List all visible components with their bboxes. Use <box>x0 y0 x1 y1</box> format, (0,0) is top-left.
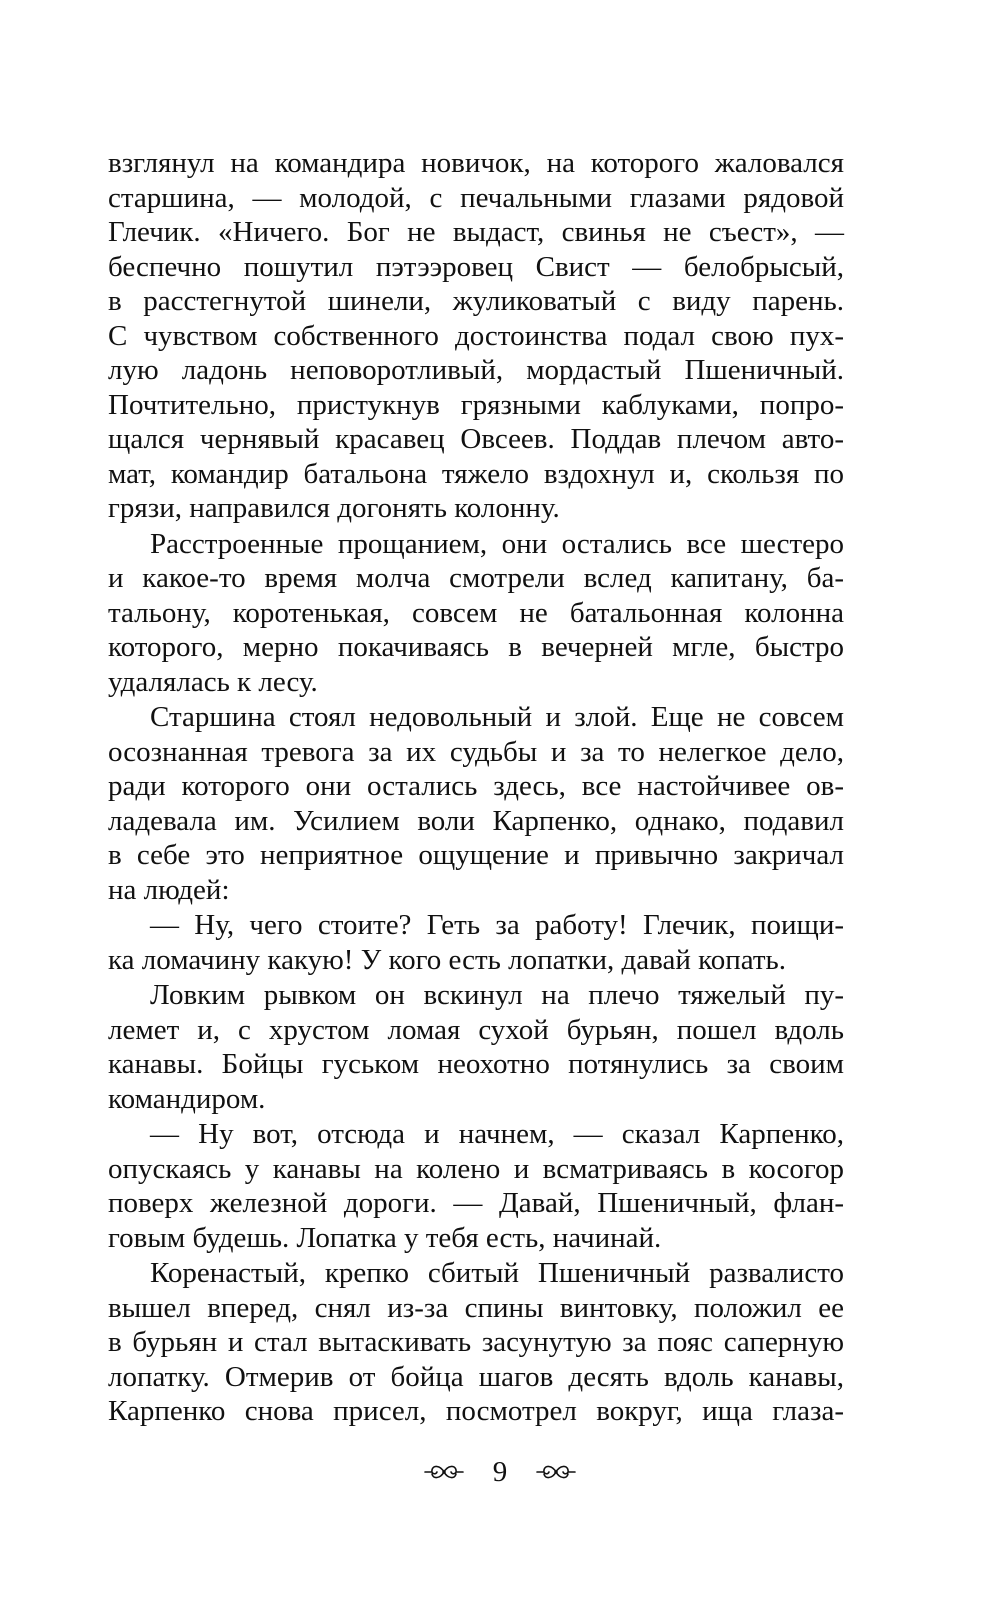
text-line: лопатку. Отмерив от бойца шагов десять вдоль канавы, <box>108 1360 844 1393</box>
text-line: лемет и, с хрустом ломая сухой бурьян, пошел вдоль <box>108 1013 844 1046</box>
text-line: поверх железной дороги. — Давай, Пшеничный, флан- <box>108 1187 844 1219</box>
flourish-ornament-left-icon <box>423 1461 465 1483</box>
page-number: 9 <box>492 1456 508 1488</box>
text-line: взглянул на командира новичок, на которого жаловался <box>108 147 844 179</box>
text-line: Расстроенные прощанием, они остались все шестеро <box>150 527 844 560</box>
text-line: ради которого они остались здесь, все настойчивее ов- <box>108 770 844 802</box>
text-line: Почтительно, пристукнув грязными каблуками, попро- <box>108 388 844 421</box>
text-line: в расстегнутой шинели, жуликоватый с виду парень. <box>108 285 844 317</box>
text-line: Карпенко снова присел, посмотрел вокруг, ища глаза- <box>108 1395 844 1427</box>
text-line: ка ломачину какую! У кого есть лопатки, давай копать. <box>108 943 787 976</box>
paragraph <box>108 1117 844 1255</box>
paragraph <box>108 700 844 907</box>
text-line: командиром. <box>108 1082 266 1115</box>
text-line: Коренастый, крепко сбитый Пшеничный развалисто <box>150 1257 844 1289</box>
text-line: — Ну вот, отсюда и начнем, — сказал Карпенко, <box>150 1118 844 1150</box>
text-line: в себе это неприятное ощущение и привычно закричал <box>108 839 844 871</box>
text-line: опускаясь у канавы на колено и всматриваясь в косогор <box>108 1152 844 1185</box>
text-line: мат, командир батальона тяжело вздохнул и, скользя по <box>108 457 844 490</box>
text-line: канавы. Бойцы гуськом неохотно потянулись за своим <box>108 1048 844 1080</box>
text-line: старшина, — молодой, с печальными глазами рядовой <box>108 181 844 214</box>
text-line: в бурьян и стал вытаскивать засунутую за пояс саперную <box>108 1326 844 1358</box>
text-line: тальону, коротенькая, совсем не батальонная колонна <box>108 596 844 629</box>
text-line: удалялась к лесу. <box>108 665 318 698</box>
paragraph <box>108 978 844 1116</box>
flourish-ornament-right-icon <box>535 1461 577 1483</box>
text-line: говым будешь. Лопатка у тебя есть, начинай. <box>108 1221 662 1254</box>
text-line: Ловким рывком он вскинул на плечо тяжелый пу- <box>150 979 844 1011</box>
text-line: ладевала им. Усилием воли Карпенко, однако, подавил <box>108 804 844 837</box>
text-line: грязи, направился догонять колонну. <box>108 492 560 524</box>
text-line: и какое-то время молча смотрели вслед капитану, ба- <box>108 562 844 594</box>
text-line: вышел вперед, снял из-за спины винтовку, положил ее <box>108 1291 844 1324</box>
text-line: Старшина стоял недовольный и злой. Еще не совсем <box>150 701 844 733</box>
text-line: осознанная тревога за их судьбы и за то нелегкое дело, <box>108 735 844 768</box>
text-line: щался чернявый красавец Овсеев. Поддав плечом авто- <box>108 423 844 455</box>
text-line: — Ну, чего стоите? Геть за работу! Глечик, поищи- <box>150 909 844 941</box>
page-body <box>108 146 844 1430</box>
text-line: С чувством собственного достоинства подал свою пух- <box>108 319 844 352</box>
text-line: на людей: <box>108 873 230 906</box>
text-line: беспечно пошутил пэтээровец Свист — белобрысый, <box>108 250 844 283</box>
text-line: Глечик. «Ничего. Бог не выдаст, свинья не съест», — <box>108 216 844 248</box>
text-line: лую ладонь неповоротливый, мордастый Пшеничный. <box>108 354 844 386</box>
paragraph <box>108 908 844 977</box>
paragraph <box>108 527 844 700</box>
paragraph <box>108 1256 844 1429</box>
text-line: которого, мерно покачиваясь в вечерней мгле, быстро <box>108 631 844 663</box>
paragraph <box>108 146 844 526</box>
page-footer <box>0 1452 1000 1492</box>
